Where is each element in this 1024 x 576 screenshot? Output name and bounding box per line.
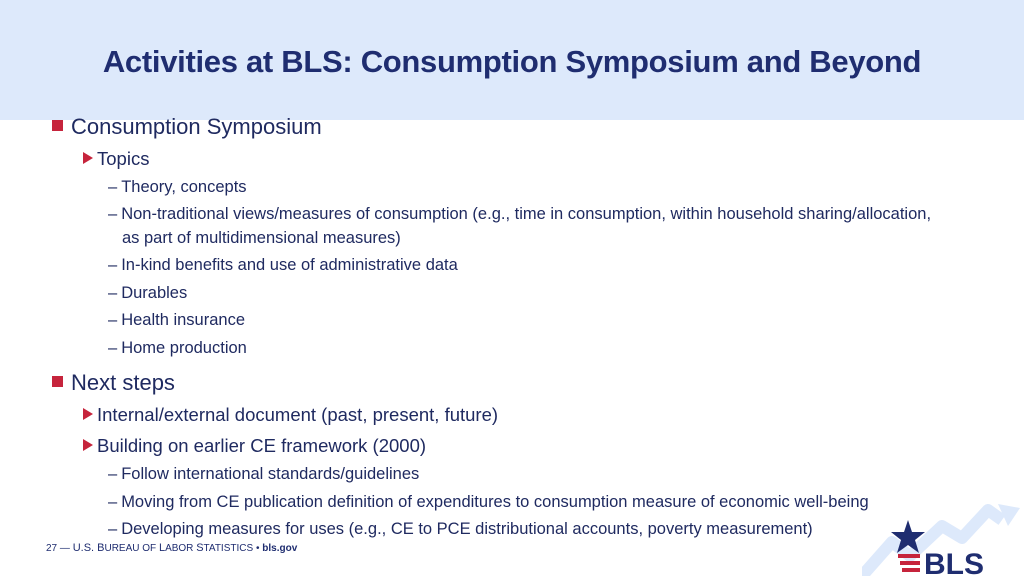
subbullet-topics: Topics <box>83 148 149 170</box>
bullet-consumption-symposium: Consumption Symposium <box>52 114 322 140</box>
subbullet-ce-framework: Building on earlier CE framework (2000) <box>83 435 426 457</box>
triangle-bullet-icon <box>83 152 93 164</box>
list-item: – In-kind benefits and use of administrative data <box>108 256 458 274</box>
list-item: – Non-traditional views/measures of consumption (e.g., time in consumption, within household sharing/allocation, <box>108 205 932 223</box>
website-link[interactable]: bls.gov <box>262 543 298 554</box>
list-item: – Moving from CE publication definition of expenditures to consumption measure of economic well-being <box>108 493 869 511</box>
bullet-next-steps: Next steps <box>52 370 175 396</box>
page-number: 27 <box>46 543 58 554</box>
bls-logo <box>862 498 1024 576</box>
list-item: – Theory, concepts <box>108 178 247 196</box>
list-item: – Follow international standards/guidelines <box>108 465 420 483</box>
square-bullet-icon <box>52 376 63 387</box>
triangle-bullet-icon <box>83 408 93 420</box>
list-item: – Developing measures for uses (e.g., CE to PCE distributional accounts, poverty measurement) <box>108 520 813 538</box>
slide-footer: 27 — U.S. BUREAU OF LABOR STATISTICS • bls.gov <box>46 542 298 554</box>
bls-logo-text: BLS <box>924 548 984 576</box>
triangle-bullet-icon <box>83 439 93 451</box>
square-bullet-icon <box>52 120 63 131</box>
list-item: – Health insurance <box>108 311 246 329</box>
subbullet-document: Internal/external document (past, present, future) <box>83 404 498 426</box>
slide-title: Activities at BLS: Consumption Symposium and Beyond <box>102 44 922 79</box>
list-item: – Durables <box>108 284 188 302</box>
agency-name: U.S. BUREAU OF LABOR STATISTICS <box>72 542 254 554</box>
list-item-continuation: as part of multidimensional measures) <box>122 229 401 247</box>
list-item: – Home production <box>108 339 247 357</box>
